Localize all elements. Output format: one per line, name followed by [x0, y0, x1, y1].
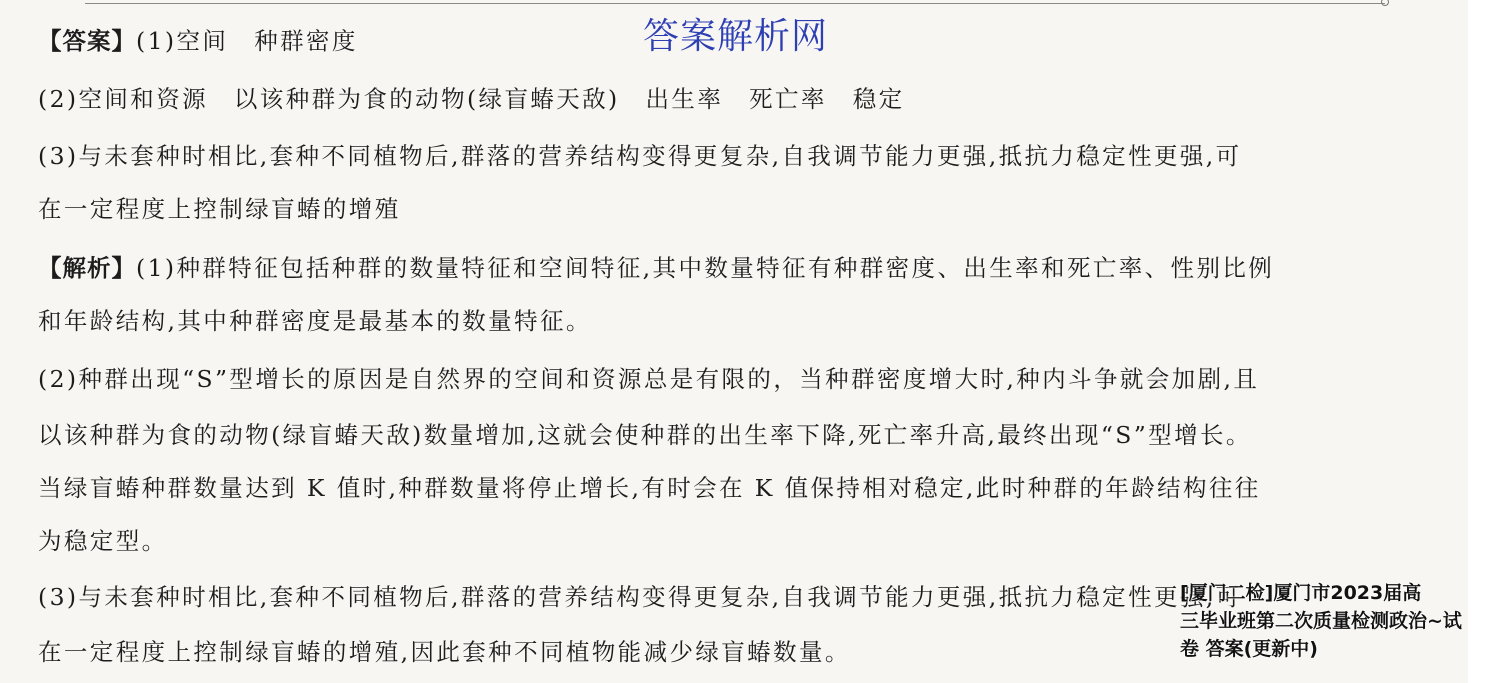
analysis-line-4: 以该种群为食的动物(绿盲蝽天敌)数量增加,这就会使种群的出生率下降,死亡率升高,最终出现“S”型增长。: [38, 421, 1252, 449]
analysis-line-3: (2)种群出现“S”型增长的原因是自然界的空间和资源总是有限的，当种群密度增大时,种内斗争就会加剧,且: [38, 365, 1260, 393]
watermark: 答案解析网: [643, 16, 829, 57]
analysis-line-5: 当绿盲蝽种群数量达到 K 值时,种群数量将停止增长,有时会在 K 值保持相对稳定,此时种群的年龄结构往往: [38, 474, 1261, 502]
analysis-line-7: (3)与未套种时相比,套种不同植物后,群落的营养结构变得更复杂,自我调节能力更强,抵抗力稳定性更强,可: [38, 583, 1242, 611]
answer-line-4: 在一定程度上控制绿盲蝽的增殖: [38, 195, 401, 223]
answer-line-1: 【答案】(1)空间 种群密度: [38, 27, 358, 55]
overlay-caption: [1180, 579, 1480, 663]
analysis-tag: 【解析】: [38, 254, 136, 282]
answer-tag: 【答案】: [38, 27, 136, 55]
analysis-line-1: 【解析】(1)种群特征包括种群的数量特征和空间特征,其中数量特征有种群密度、出生率和死亡率、性别比例: [38, 254, 1275, 282]
answer-line-2: (2)空间和资源 以该种群为食的动物(绿盲蝽天敌) 出生率 死亡率 稳定: [38, 85, 905, 113]
overlay-line-1: [厦门二检]厦门市2023届高: [1180, 582, 1422, 604]
overlay-line-2: 三毕业班第二次质量检测政治~试: [1180, 610, 1462, 632]
analysis-line-8: 在一定程度上控制绿盲蝽的增殖,因此套种不同植物能减少绿盲蝽数量。: [38, 638, 851, 666]
overlay-line-3: 卷 答案(更新中): [1180, 638, 1318, 660]
top-rule: [85, 3, 1385, 4]
answer-line-3: (3)与未套种时相比,套种不同植物后,群落的营养结构变得更复杂,自我调节能力更强,抵抗力稳定性更强,可: [38, 142, 1242, 170]
analysis-line-6: 为稳定型。: [38, 527, 168, 555]
top-mark: [1381, 0, 1389, 6]
analysis-line-2: 和年龄结构,其中种群密度是最基本的数量特征。: [38, 307, 592, 335]
